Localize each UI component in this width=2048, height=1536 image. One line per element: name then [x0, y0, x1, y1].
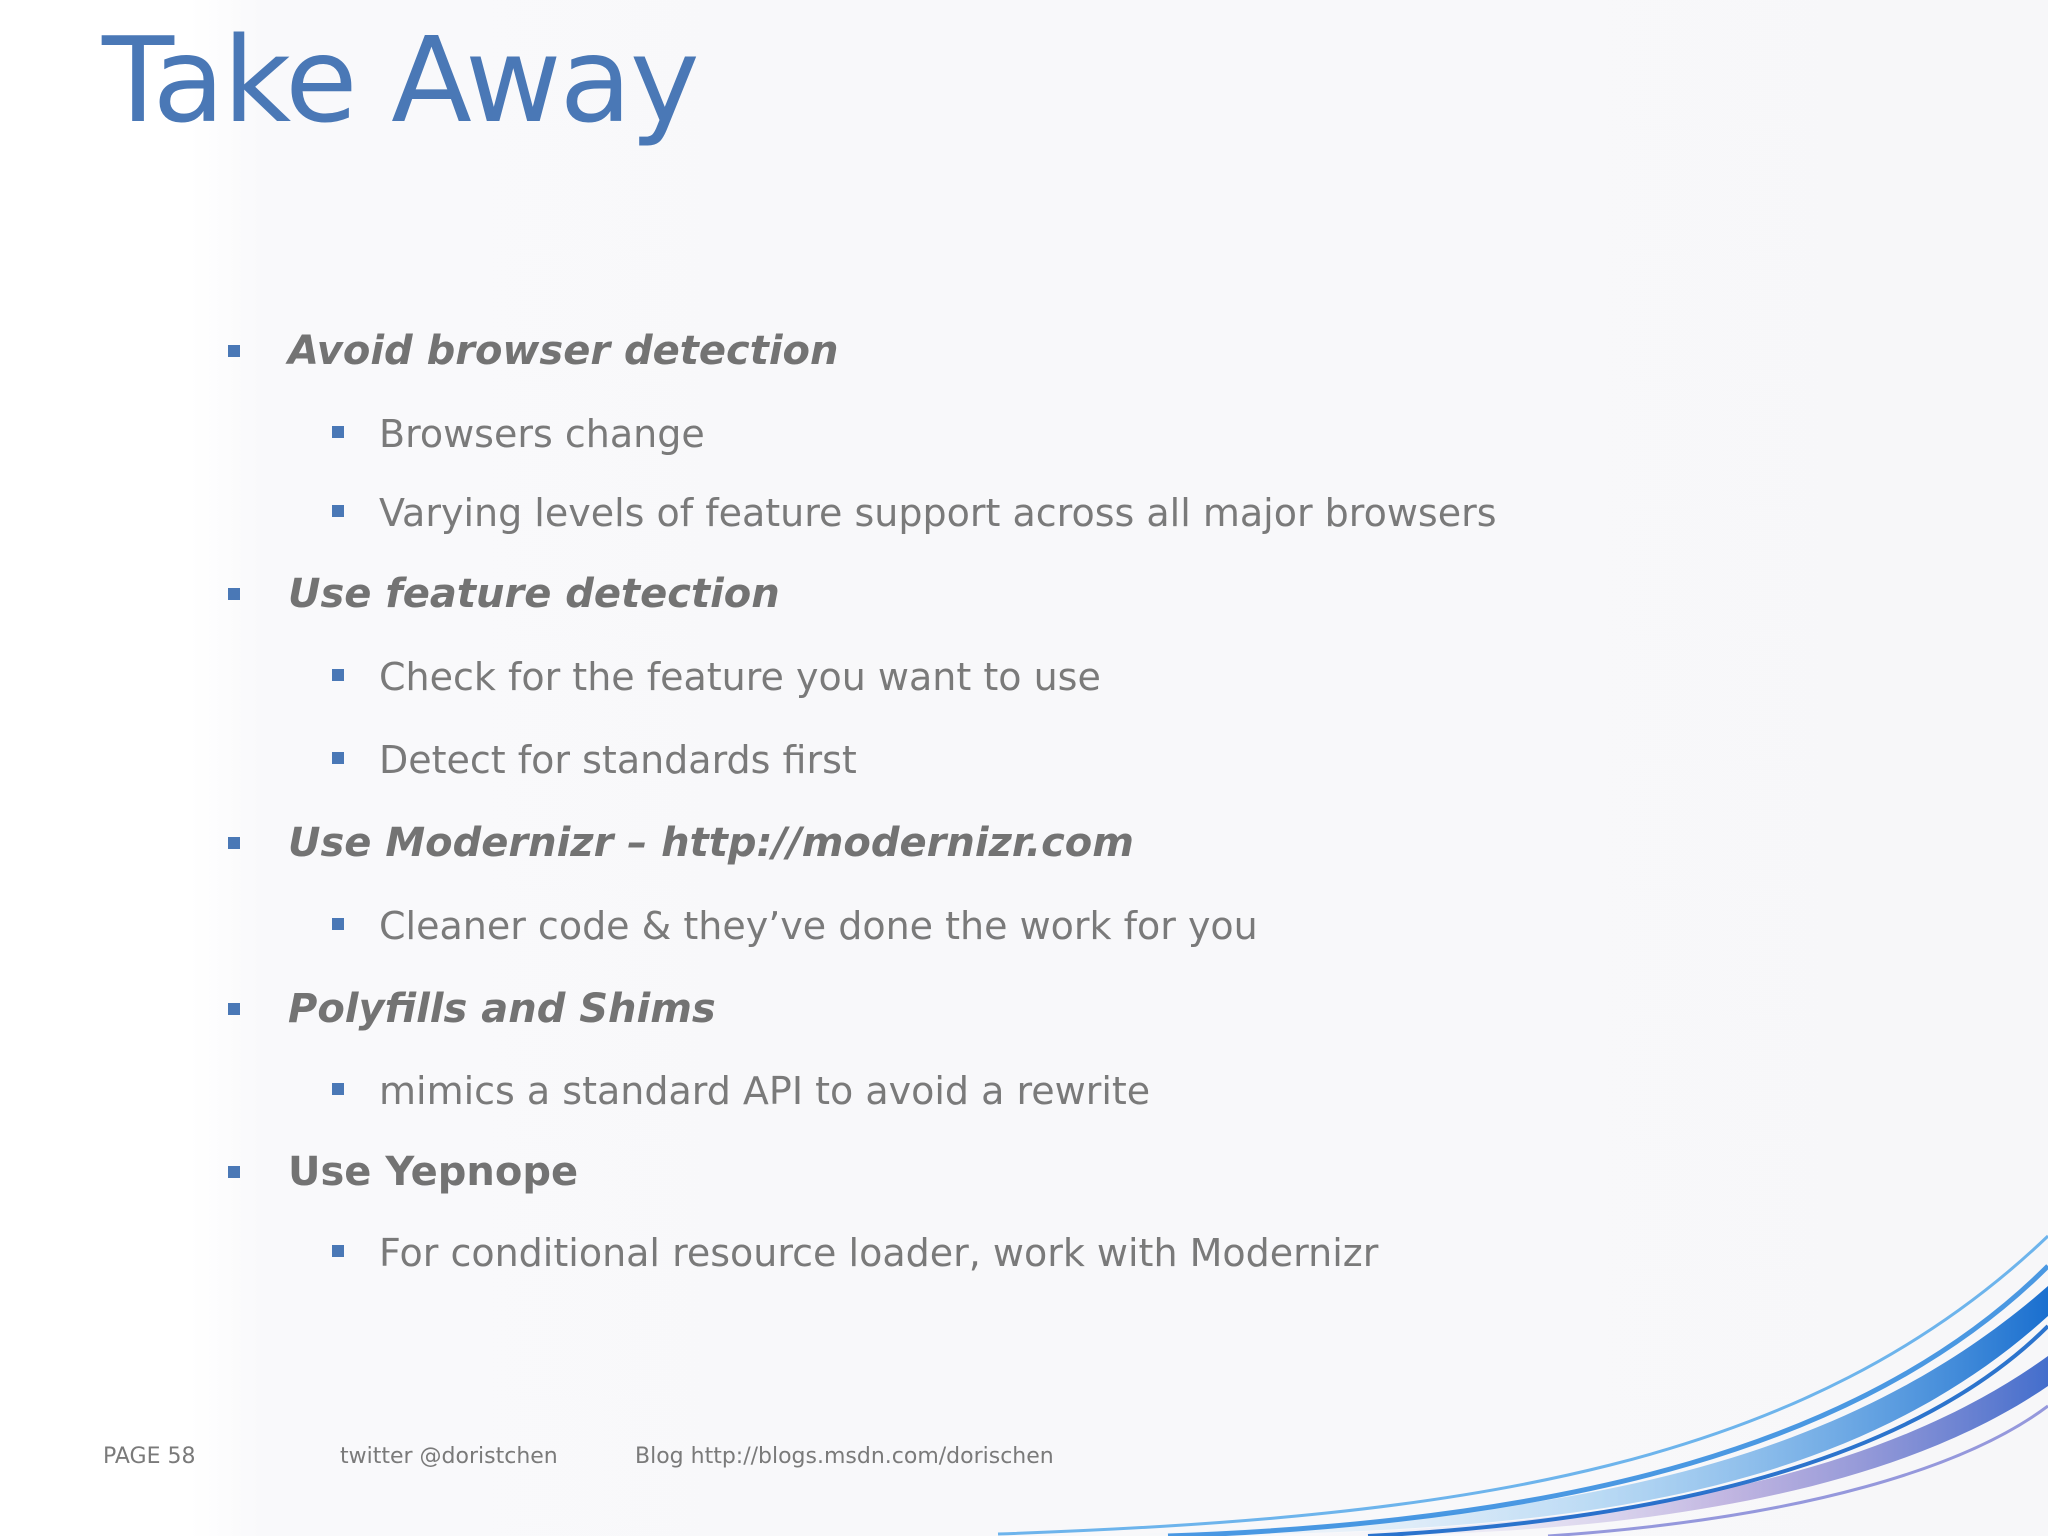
bullet-text: Use feature detection	[288, 571, 780, 617]
bullet-text: mimics a standard API to avoid a rewrite	[379, 1069, 1151, 1113]
slide-title: Take Away	[102, 11, 698, 149]
bullet-text: Check for the feature you want to use	[379, 655, 1101, 699]
bullet-text: Use Modernizr – http://modernizr.com	[288, 820, 1134, 866]
bullet-text: Cleaner code & they’ve done the work for you	[379, 904, 1258, 948]
bullet-text: Varying levels of feature support across all major browsers	[379, 491, 1497, 535]
bullet-item	[379, 901, 1258, 951]
bullet-text: For conditional resource loader, work with Modernizr	[379, 1231, 1379, 1275]
bullet-item	[379, 735, 857, 785]
bullet-text: Avoid browser detection	[288, 328, 839, 374]
square-bullet-icon	[228, 588, 240, 600]
bullet-text: Detect for standards first	[379, 738, 857, 782]
square-bullet-icon	[228, 1166, 240, 1178]
square-bullet-icon	[332, 1083, 344, 1095]
bullet-text: Use Yepnope	[288, 1149, 579, 1195]
bullet-item	[379, 488, 1497, 538]
bullet-text: Polyfills and Shims	[288, 986, 716, 1032]
bullet-text: Browsers change	[379, 412, 705, 456]
bullet-item	[288, 326, 839, 376]
bullet-item	[288, 569, 780, 619]
bullet-item	[379, 409, 705, 459]
bullet-item	[288, 818, 1134, 868]
square-bullet-icon	[332, 669, 344, 681]
bullet-item	[379, 652, 1101, 702]
square-bullet-icon	[228, 345, 240, 357]
bullet-item	[379, 1066, 1150, 1116]
bullet-item	[379, 1228, 1378, 1278]
square-bullet-icon	[332, 505, 344, 517]
square-bullet-icon	[332, 918, 344, 930]
twitter-handle: twitter @doristchen	[340, 1444, 558, 1469]
square-bullet-icon	[228, 837, 240, 849]
square-bullet-icon	[228, 1003, 240, 1015]
square-bullet-icon	[332, 426, 344, 438]
square-bullet-icon	[332, 1245, 344, 1257]
bullet-item	[288, 1147, 578, 1197]
bullet-item	[288, 984, 716, 1034]
blog-link[interactable]: Blog http://blogs.msdn.com/dorischen	[635, 1444, 1054, 1469]
square-bullet-icon	[332, 752, 344, 764]
page-number: PAGE 58	[103, 1444, 196, 1469]
